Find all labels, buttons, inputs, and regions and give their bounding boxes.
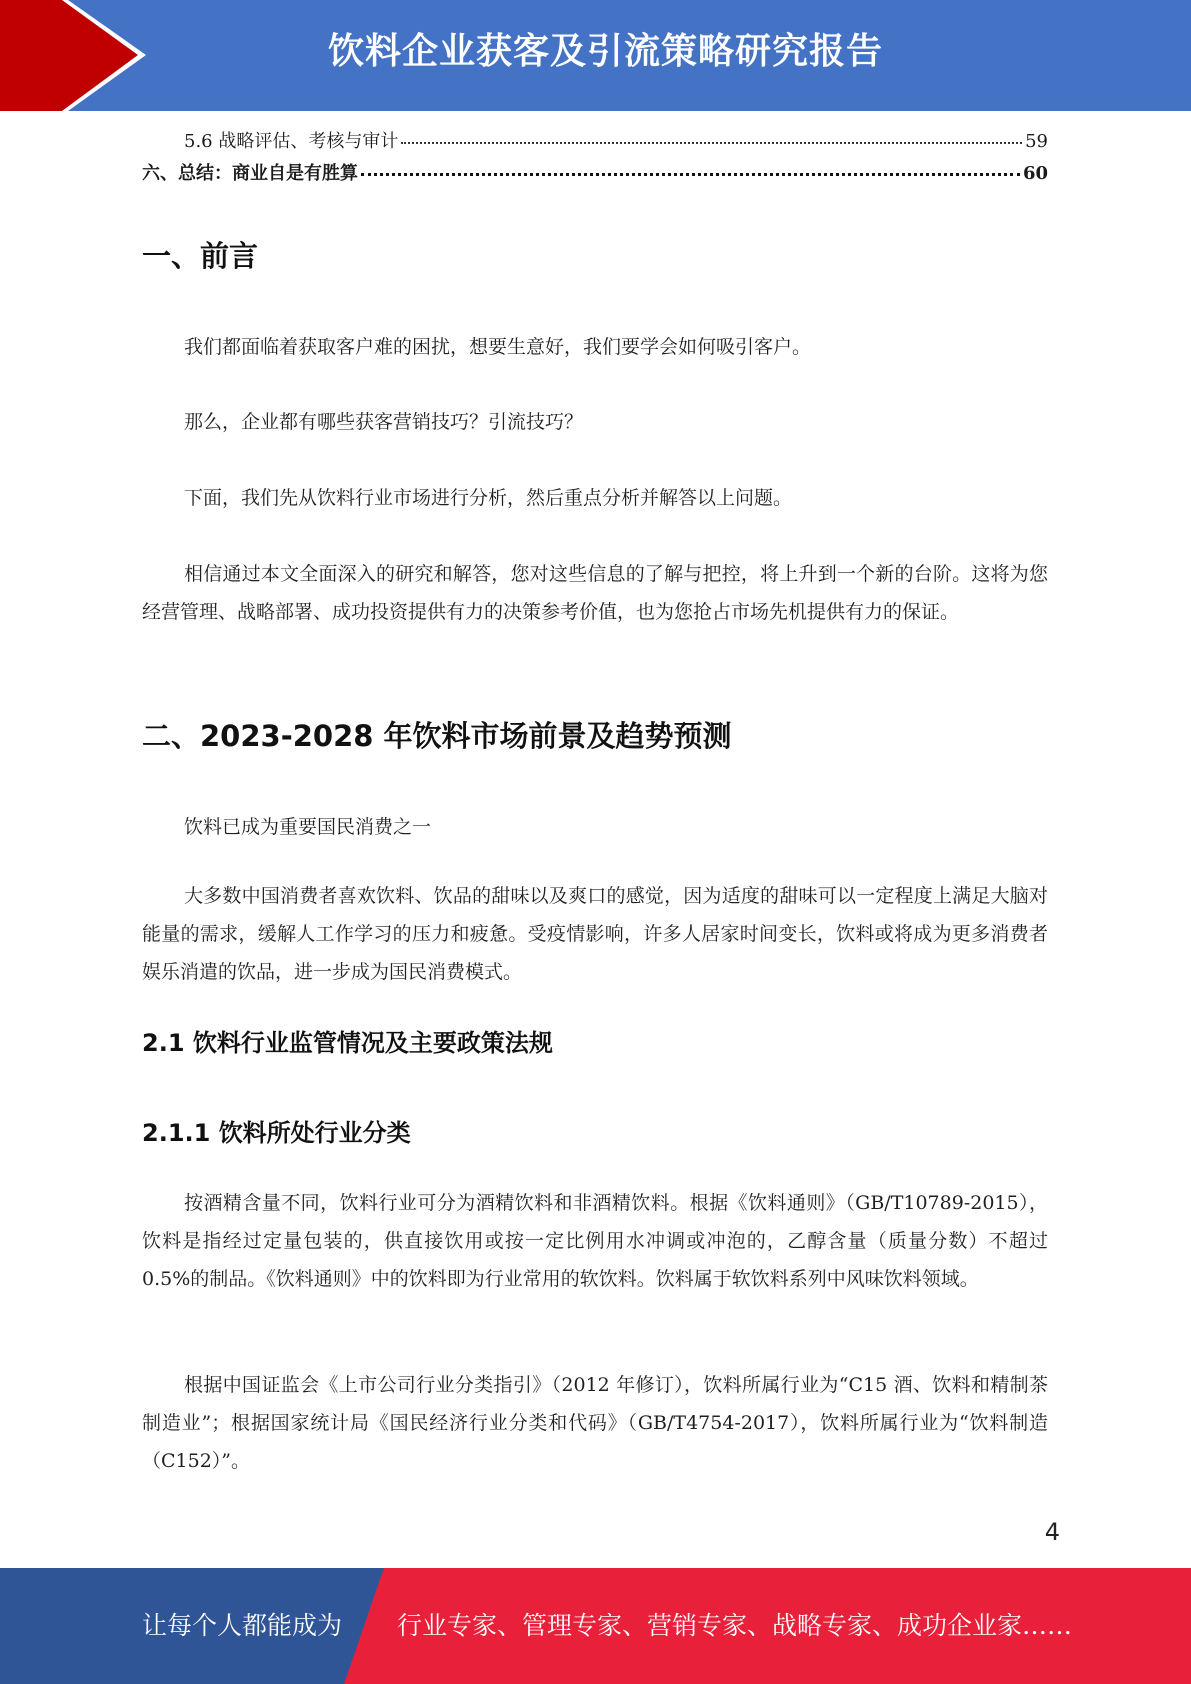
paragraph: 按酒精含量不同，饮料行业可分为酒精饮料和非酒精饮料。根据《饮料通则》（GB/T10789-2015），饮料是指经过定量包装的，供直接饮用或按一定比例用水冲调或冲泡的，乙醇含量（质量分数）不超过 0.5%的制品。《饮料通则》中的饮料即为行业常用的软饮料。饮料属于软饮料系列中风味饮料领域。 (142, 1192, 1048, 1290)
toc-item[interactable] (142, 127, 1048, 159)
toc-item-label: 六、总结：商业自是有胜算 (142, 163, 358, 184)
page-footer (0, 1568, 1191, 1684)
toc-item-page: 60 (1022, 163, 1048, 184)
toc-leader-dots (361, 172, 1020, 176)
paragraph: 大多数中国消费者喜欢饮料、饮品的甜味以及爽口的感觉，因为适度的甜味可以一定程度上满足大脑对能量的需求，缓解人工作学习的压力和疲惫。受疫情影响，许多人居家时间变长，饮料或将成为更多消费者娱乐消遣的饮品，进一步成为国民消费模式。 (142, 885, 1048, 983)
paragraph: 那么，企业都有哪些获客营销技巧？引流技巧？ (184, 411, 584, 433)
subsection-heading-classification: 2.1.1 饮料所处行业分类 (142, 1119, 411, 1147)
toc-item-label: 5.6 战略评估、考核与审计 (184, 131, 399, 152)
toc-leader-dots (401, 141, 1022, 144)
section-heading-outlook: 二、2023-2028 年饮料市场前景及趋势预测 (142, 719, 732, 753)
paragraph: 饮料已成为重要国民消费之一 (184, 816, 432, 838)
paragraph: 我们都面临着获取客户难的困扰，想要生意好，我们要学会如何吸引客户。 (184, 336, 812, 358)
paragraph: 相信通过本文全面深入的研究和解答，您对这些信息的了解与把控，将上升到一个新的台阶。这将为您经营管理、战略部署、成功投资提供有力的决策参考价值，也为您抢占市场先机提供有力的保证。 (142, 563, 1048, 623)
toc-item-page: 59 (1025, 131, 1048, 152)
table-of-contents (142, 127, 1048, 191)
page-number: 4 (1044, 1518, 1060, 1546)
paragraph: 下面，我们先从饮料行业市场进行分析，然后重点分析并解答以上问题。 (184, 487, 793, 509)
toc-item[interactable] (142, 159, 1048, 191)
header-title: 饮料企业获客及引流策略研究报告 (327, 31, 883, 72)
page-header (0, 0, 1191, 111)
subsection-heading-regulation: 2.1 饮料行业监管情况及主要政策法规 (142, 1029, 553, 1057)
paragraph: 根据中国证监会《上市公司行业分类指引》（2012 年修订），饮料所属行业为“C15 酒、饮料和精制茶制造业”；根据国家统计局《国民经济行业分类和代码》（GB/T4754-2017），饮料所属行业为“饮料制造（C152）”。 (142, 1374, 1048, 1472)
footer-slogan-right: 行业专家、管理专家、营销专家、战略专家、成功企业家…… (397, 1611, 1073, 1640)
section-heading-preface: 一、前言 (142, 239, 259, 273)
footer-slogan-left: 让每个人都能成为 (142, 1611, 343, 1640)
